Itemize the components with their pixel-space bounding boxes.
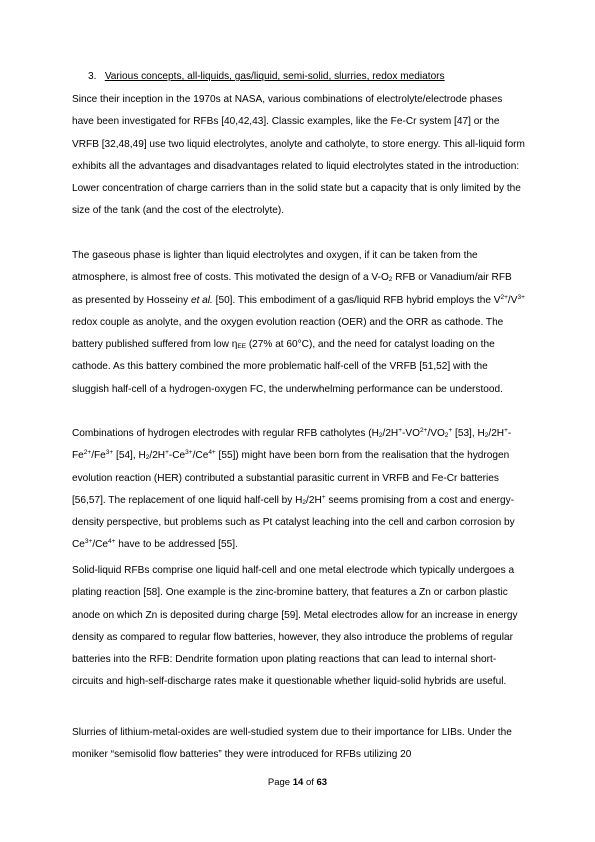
section-heading <box>88 66 548 88</box>
emphasis-et-al: et al. <box>190 294 213 306</box>
section-number: 3. <box>88 71 97 82</box>
paragraph-gas-liquid: The gaseous phase is lighter than liquid electrolytes and oxygen, if it can be taken from the atmosphere, is almost free of costs. This motivated the design of a $V-O_2$ RFB or Vanadium/air RFB as presented by Hosseiny et al. [50]. This embodiment of a gas/liquid RFB hybrid employs the $V^{2+}/V^{3+}$ redox couple as anolyte, and the oxygen evolution reaction (OER) and the ORR as cathode. The battery published suffered from low $\eta_{EE}$ (27% at 60°C), and the need for catalyst loading on the cathode. As this battery combined the more problematic half-cell of the VRFB [51,52] with the sluggish half-cell of a hydrogen-oxygen FC, the underwhelming performance can be understood. <box>72 250 525 395</box>
paragraph-all-liquid: Since their inception in the 1970s at NASA, various combinations of electrolyte/electrode phases have been investigated for RFBs [40,42,43]. Classic examples, like the Fe-Cr system [47] or the VRFB [32,48,49] use two liquid electrolytes, anolyte and catholyte, to store energy. This all-liquid form exhibits all the advantages and disadvantages related to liquid electrolytes stated in the introduction: Lower concentration of charge carriers than in the solid state but a capacity that is only limited by the size of the tank (and the cost of the electrolyte). <box>72 94 525 217</box>
paragraph-slurries: Slurries of lithium-metal-oxides are well-studied system due to their importance for LIBs. Under the moniker “semisolid flow batteries” they were introduced for RFBs utilizing 20 <box>72 727 512 761</box>
paragraph-solid-liquid: Solid-liquid RFBs comprise one liquid half-cell and one metal electrode which typically undergoes a plating reaction [58]. One example is the zinc-bromine battery, that features a Zn or carbon plastic anode on which Zn is deposited during charge [59]. Metal electrodes allow for an increase in energy density as compared to regular flow batteries, however, they also introduce the problems of regular batteries into the RFB: Dendrite formation upon plating reactions that can lead to internal short-circuits and high-self-discharge rates make it questionable whether liquid-solid hybrids are useful. <box>72 565 518 688</box>
section-title: Various concepts, all-liquids, gas/liquid, semi-solid, slurries, redox mediators <box>104 71 445 82</box>
page-footer: Page 14 of 63 <box>267 777 328 788</box>
paragraph-hydrogen-electrodes: Combinations of hydrogen electrodes with regular RFB catholytes ($H_2/2H^+-VO^{2+}/VO_2^+$ [53], $H_2/2H^+-Fe^{2+}/Fe^{3+}$ [54], $H_2/2H^+-Ce^{3+}/Ce^{4+}$ [55]) might have been born from the realisation that the hydrogen evolution reaction (HER) contributed a substantial parasitic current in VRFB and Fe-Cr batteries [56,57]. The replacement of one liquid half-cell by $H_2/2H^+$ seems promising from a cost and energy-density perspective, but problems such as Pt catalyst leaching into the cell and carbon corrosion by $Ce^{3+}/Ce^{4+}$ have to be addressed [55]. <box>72 427 515 551</box>
total-page-count: 63 <box>316 777 328 788</box>
current-page-number: 14 <box>292 777 304 788</box>
